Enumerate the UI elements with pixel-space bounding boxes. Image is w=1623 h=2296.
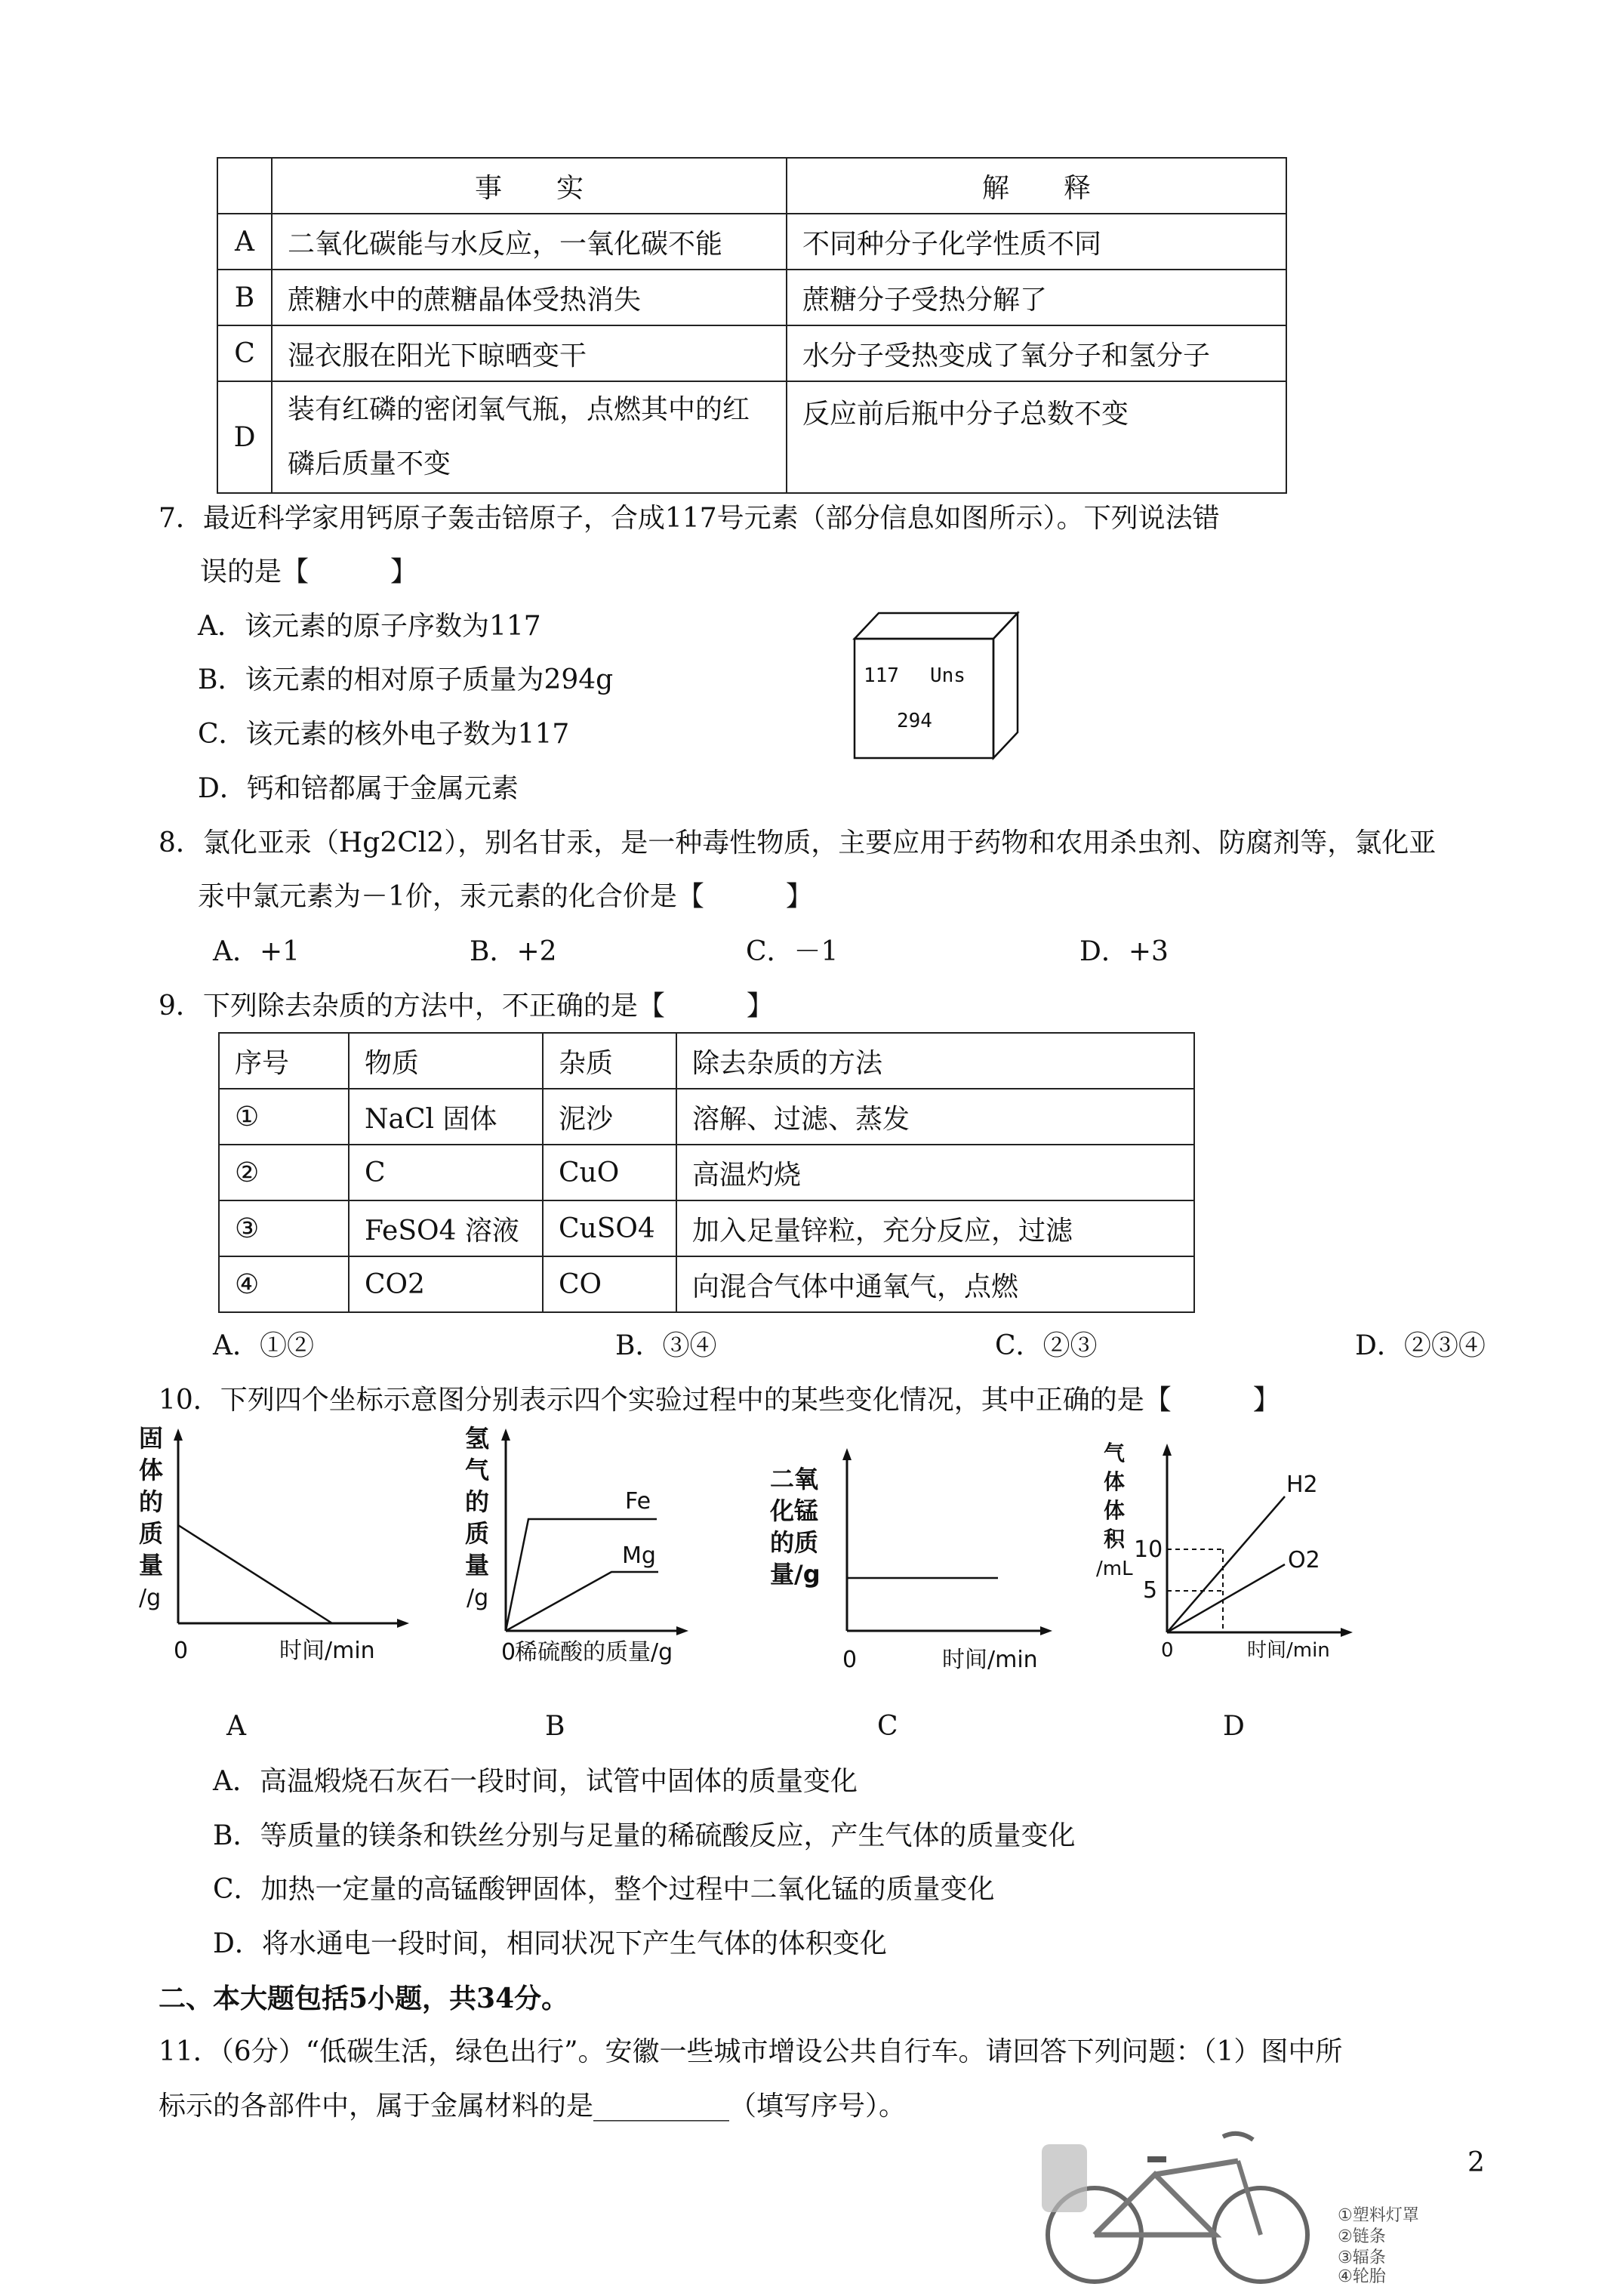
q10-option-d: D．将水通电一段时间，相同状况下产生气体的体积变化 — [213, 1928, 887, 1959]
table-header-cell: 除去杂质的方法 — [676, 1033, 1194, 1089]
element-number: 117 — [864, 664, 899, 687]
table-cell: B — [217, 270, 272, 325]
table-header-cell: 解 释 — [787, 158, 1286, 214]
y-label-line: 的质 — [770, 1528, 819, 1557]
y-label-char: 的 — [139, 1487, 164, 1516]
o2-label: O2 — [1288, 1547, 1320, 1573]
table-cell: 泥沙 — [543, 1089, 676, 1145]
fact-line: 装有红磷的密闭氧气瓶，点燃其中的红 — [288, 394, 750, 425]
h2-label: H2 — [1286, 1472, 1318, 1498]
table-cell: CuSO4 — [543, 1200, 676, 1256]
table-cell: 向混合气体中通氧气，点燃 — [676, 1256, 1194, 1312]
y-label-char: 体 — [139, 1456, 164, 1484]
table-row — [219, 1089, 1194, 1145]
table-cell: ② — [219, 1145, 349, 1200]
y-label-char: 量 — [139, 1551, 164, 1579]
table-cell: CuO — [543, 1145, 676, 1200]
table-header-row — [217, 158, 1286, 214]
q9-option-b: B．③④ — [615, 1330, 717, 1361]
x-arrow — [676, 1626, 688, 1635]
q11-stem: 11．（6分）“低碳生活，绿色出行”。安徽一些城市增设公共自行车。请回答下列问题：（1）图中所 — [159, 2036, 1343, 2067]
mg-label: Mg — [622, 1542, 656, 1569]
q9-option-d: D．②③④ — [1355, 1330, 1486, 1361]
table-cell: ③ — [219, 1200, 349, 1256]
origin-label: 0 — [174, 1638, 189, 1664]
chart-d — [1087, 1435, 1366, 1661]
q9-option-a: A．①② — [213, 1330, 314, 1361]
chart-a — [128, 1419, 415, 1676]
table-cell: 蔗糖分子受热分解了 — [787, 270, 1286, 325]
q10-option-c: C．加热一定量的高锰酸钾固体，整个过程中二氧化锰的质量变化 — [213, 1874, 995, 1905]
y-label-char: 质 — [139, 1519, 164, 1548]
table-cell: C — [217, 325, 272, 381]
y-label-line: 量/g — [770, 1560, 821, 1589]
chart-c — [762, 1442, 1064, 1684]
q10-option-a: A．高温煅烧石灰石一段时间，试管中固体的质量变化 — [213, 1766, 858, 1797]
y-label-char: 气 — [465, 1456, 490, 1484]
chart-b — [460, 1419, 710, 1676]
table-cell: CO2 — [349, 1256, 543, 1312]
x-label: 时间/min — [1247, 1639, 1330, 1661]
y-arrow — [174, 1428, 183, 1441]
table-cell: NaCl 固体 — [349, 1089, 543, 1145]
q8-option-d: D．+3 — [1079, 936, 1169, 967]
fe-label: Fe — [625, 1488, 651, 1515]
table-header-cell: 杂质 — [543, 1033, 676, 1089]
table-cell — [272, 381, 787, 493]
q7-stem: 7．最近科学家用钙原子轰击锫原子，合成117号元素（部分信息如图所示）。下列说法错 — [159, 503, 1220, 534]
q8-option-c: C．－1 — [746, 936, 839, 967]
impurity-table — [218, 1032, 1195, 1313]
chart-letter-c: C — [877, 1711, 898, 1742]
q7-option-d: D．钙和锫都属于金属元素 — [198, 773, 519, 804]
q11-stem: 标示的各部件中，属于金属材料的是__________（填写序号）。 — [159, 2091, 907, 2122]
x-label: 稀硫酸的质量/g — [515, 1639, 673, 1666]
origin-label: 0 — [1161, 1639, 1174, 1661]
table-header-cell — [217, 158, 272, 214]
table-row — [219, 1200, 1194, 1256]
mass-line — [178, 1525, 332, 1623]
y-label-char: /mL — [1096, 1558, 1133, 1580]
table-header-cell: 序号 — [219, 1033, 349, 1089]
part-label: ②链条 — [1338, 2227, 1386, 2246]
q10-stem: 10．下列四个坐标示意图分别表示四个实验过程中的某些变化情况，其中正确的是【 】 — [159, 1385, 1280, 1416]
o2-line — [1167, 1564, 1285, 1632]
x-label: 时间/min — [942, 1647, 1038, 1673]
table-cell: ① — [219, 1089, 349, 1145]
origin-label: 0 — [842, 1647, 858, 1673]
table-cell: CO — [543, 1256, 676, 1312]
q8-stem: 汞中氯元素为－1价，汞元素的化合价是【 】 — [198, 881, 813, 912]
table-cell: C — [349, 1145, 543, 1200]
fact-explain-table — [217, 157, 1287, 494]
table-cell: 二氧化碳能与水反应，一氧化碳不能 — [272, 214, 787, 270]
table-cell: 蔗糖水中的蔗糖晶体受热消失 — [272, 270, 787, 325]
y-label-char: 气 — [1104, 1441, 1126, 1465]
table-row — [217, 381, 1286, 493]
q7-option-a: A．该元素的原子序数为117 — [198, 611, 541, 642]
y-label-char: 体 — [1104, 1469, 1126, 1494]
table-header-cell: 事 实 — [272, 158, 787, 214]
table-cell: 高温灼烧 — [676, 1145, 1194, 1200]
part-label: ③辐条 — [1338, 2248, 1386, 2267]
table-header-row — [219, 1033, 1194, 1089]
element-mass: 294 — [897, 710, 932, 732]
table-row — [217, 325, 1286, 381]
table-cell: 湿衣服在阳光下晾晒变干 — [272, 325, 787, 381]
y-label-char: /g — [467, 1585, 489, 1611]
table-row — [217, 214, 1286, 270]
y-label-line: 二氧 — [770, 1465, 819, 1493]
tick-label: 10 — [1134, 1536, 1163, 1563]
element-symbol: Uns — [930, 664, 965, 687]
table-header-cell: 物质 — [349, 1033, 543, 1089]
y-label-char: /g — [139, 1585, 162, 1611]
table-cell: 溶解、过滤、蒸发 — [676, 1089, 1194, 1145]
y-label-char: 量 — [465, 1551, 490, 1579]
chart-letter-a: A — [226, 1711, 246, 1742]
y-arrow — [501, 1428, 510, 1441]
element-cube-figure — [852, 610, 1025, 761]
table-cell: 不同种分子化学性质不同 — [787, 214, 1286, 270]
table-row — [217, 270, 1286, 325]
table-row — [219, 1256, 1194, 1312]
q10-option-b: B．等质量的镁条和铁丝分别与足量的稀硫酸反应，产生气体的质量变化 — [213, 1820, 1076, 1851]
table-cell: 水分子受热变成了氧分子和氢分子 — [787, 325, 1286, 381]
x-arrow — [1040, 1626, 1052, 1635]
y-label-char: 质 — [465, 1519, 490, 1548]
part-label: ④轮胎 — [1338, 2267, 1386, 2286]
q7-stem: 误的是【 】 — [200, 556, 418, 587]
mg-line — [506, 1572, 658, 1631]
x-arrow — [1341, 1628, 1353, 1637]
x-label: 时间/min — [279, 1638, 375, 1664]
q8-stem: 8．氯化亚汞（Hg2Cl2），别名甘汞，是一种毒性物质，主要应用于药物和农用杀虫剂、防腐剂等，氯化亚 — [159, 827, 1437, 858]
q7-option-b: B．该元素的相对原子质量为294g — [198, 664, 614, 695]
q7-option-c: C．该元素的核外电子数为117 — [198, 719, 570, 750]
table-cell: A — [217, 214, 272, 270]
y-arrow — [1163, 1444, 1172, 1456]
y-label-char: 的 — [465, 1487, 490, 1516]
y-label-line: 化锰 — [770, 1496, 819, 1525]
chart-letter-d: D — [1223, 1711, 1245, 1742]
chart-letter-b: B — [545, 1711, 565, 1742]
fe-line — [506, 1519, 657, 1631]
table-cell: FeSO4 溶液 — [349, 1200, 543, 1256]
h2-line — [1167, 1496, 1285, 1632]
section-heading: 二、本大题包括5小题，共34分。 — [159, 1983, 569, 2014]
y-label-char: 体 — [1104, 1498, 1126, 1523]
y-arrow — [842, 1448, 852, 1460]
tick-label: 5 — [1143, 1577, 1158, 1604]
y-label-char: 固 — [139, 1424, 164, 1453]
bicycle-figure — [1012, 2106, 1434, 2288]
q9-option-c: C．②③ — [995, 1330, 1098, 1361]
table-cell: ④ — [219, 1256, 349, 1312]
table-cell: 反应前后瓶中分子总数不变 — [787, 381, 1286, 493]
y-label-char: 氢 — [465, 1424, 490, 1453]
x-arrow — [397, 1619, 409, 1628]
q9-stem: 9．下列除去杂质的方法中，不正确的是【 】 — [159, 991, 774, 1022]
q8-option-b: B．+2 — [470, 936, 557, 967]
table-cell: 加入足量锌粒，充分反应，过滤 — [676, 1200, 1194, 1256]
table-cell: D — [217, 381, 272, 493]
q8-option-a: A．+1 — [213, 936, 300, 967]
table-row — [219, 1145, 1194, 1200]
y-label-char: 积 — [1104, 1527, 1126, 1552]
origin-label: 0 — [501, 1639, 516, 1666]
page-number: 2 — [1467, 2147, 1485, 2178]
fact-line: 磷后质量不变 — [288, 448, 451, 479]
part-label: ①塑料灯罩 — [1338, 2206, 1419, 2225]
